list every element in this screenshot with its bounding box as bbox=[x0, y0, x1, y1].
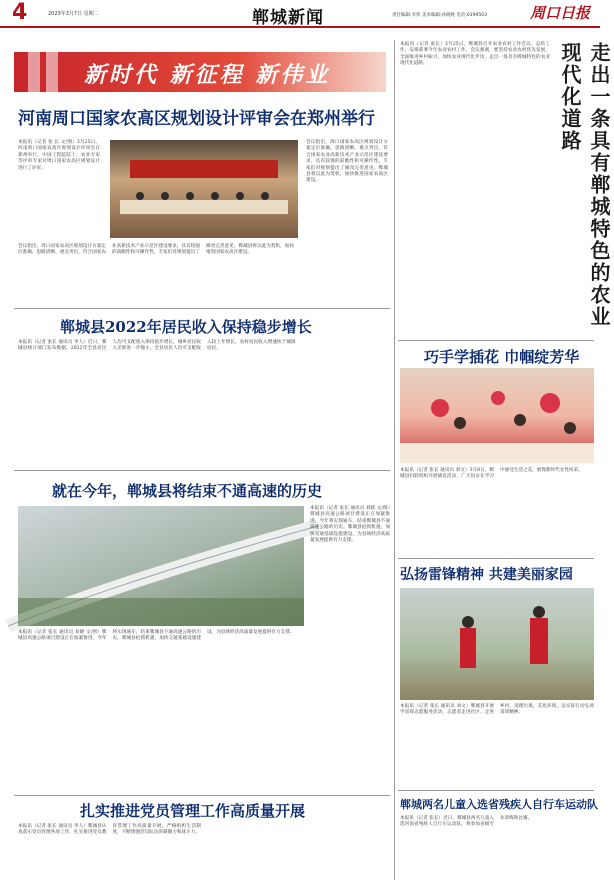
article-title: 弘扬雷锋精神 共建美丽家园 bbox=[400, 567, 573, 583]
issue-date: 2023年3月7日 星期二 bbox=[48, 11, 99, 17]
article-title-vertical: 走出一条具有郸城特色的农业现代化道路 bbox=[558, 42, 611, 328]
article-title: 郸城县2022年居民收入保持稳步增长 bbox=[60, 318, 312, 336]
editor-credits: 责任编辑:李伟 美术编辑:孙晓秋 电话:6199503 bbox=[392, 13, 487, 18]
divider bbox=[14, 308, 390, 309]
article-title: 巧手学插花 巾帼绽芳华 bbox=[424, 348, 580, 366]
newspaper-logo: 周口日报 bbox=[529, 4, 590, 22]
volunteer-photo-graphic bbox=[400, 588, 594, 700]
article-body: 本报讯（记者 张长）近日，郸城县两名儿童入选河南省残疾人自行车运动队，将参加省级专业训练和比赛。 bbox=[400, 816, 533, 828]
article-body: 本报讯（记者 张长 通讯员 刘文）郸城县开展学雷锋志愿服务活动，志愿者走进社区、走进乡村，清理垃圾，美化环境，以实际行动弘扬雷锋精神。 bbox=[400, 704, 594, 716]
banner-decoration bbox=[46, 52, 58, 92]
divider bbox=[398, 558, 594, 559]
flower-photo-graphic bbox=[400, 368, 594, 463]
highway-graphic bbox=[18, 506, 304, 626]
divider bbox=[398, 340, 594, 341]
banner-decoration bbox=[28, 52, 40, 92]
article-body: 会议指出，周口国家农高区规划设计方案定位准确、思路清晰、重点突出，符合国家农业高新技术产业示范区建设要求，具有较强的前瞻性和可操作性。专家们对规划提出了修改完善意见。郸城县将以此为契机，加快推进国家农高区建设。 bbox=[18, 244, 294, 256]
article-title: 郸城两名儿童入选省残疾人自行车运动队 bbox=[400, 798, 598, 811]
theme-banner bbox=[14, 52, 386, 92]
meeting-photo bbox=[110, 140, 298, 238]
article-body: 会议指出，周口国家农高区规划设计方案定位准确、思路清晰、重点突出，符合国家农业高新技术产业示范区建设要求，具有较强的前瞻性和可操作性。专家们对规划提出了修改完善意见。郸城县将以此为契机，加快推进国家农高区建设。 bbox=[306, 140, 388, 184]
article-body: 本报讯（记者 张长 通讯员 李人）近日，郸城县统计部门发布数据，2022年全县居民人均可支配收入保持稳步增长，城乡居民收入差距进一步缩小。全县居民人均可支配收入较上年增长，农村居民收入增速快于城镇居民。 bbox=[18, 340, 296, 352]
banner-text: 新时代 新征程 新伟业 bbox=[84, 62, 331, 88]
column-divider bbox=[394, 40, 395, 880]
divider bbox=[14, 795, 390, 796]
meeting-photo-graphic bbox=[110, 140, 298, 238]
article-lead: 本报讯（记者 张 长 文/图）3月25日，河南周口国家农高区规划设计评审会在郑州举行。中国工程院院士、农业专家等评审专家对周口国家农高区规划设计进行了评审。 bbox=[18, 140, 100, 171]
section-title: 郸城新闻 bbox=[252, 8, 324, 28]
divider bbox=[14, 470, 390, 471]
volunteer-photo bbox=[400, 588, 594, 700]
article-body: 本报讯（记者 张长 通讯员 刘晓 文/图）郸城县高速公路项目建设正在加紧推进，今年将实现通车，结束郸城县不通高速公路的历史。郸城县抢抓机遇，加快交通基础设施建设，为县域经济高质量发展提供有力支撑。 bbox=[310, 506, 390, 544]
article-body: 本报讯（记者 张长）3月25日，郸城县召开农业农村工作会议，总结工作，安排部署今年农业农村工作。会议强调，要坚持农业农村优先发展，全面推进乡村振兴，加快农业现代化步伐，走出一条具有郸城特色的农业现代化道路。 bbox=[400, 42, 550, 67]
page-header bbox=[0, 0, 600, 28]
article-body: 本报讯（记者 张长 通讯员 刘文）3月8日，郸城县妇联组织开展插花活动，广大妇女在学习中感受生活之美，展现新时代女性风采。 bbox=[400, 468, 583, 480]
divider bbox=[398, 790, 594, 791]
article-title: 河南周口国家农高区规划设计评审会在郑州举行 bbox=[18, 109, 375, 129]
page-number: 4 bbox=[12, 0, 28, 25]
flower-arranging-photo bbox=[400, 368, 594, 463]
article-body: 本报讯（记者 张长 通讯员 李人）郸城县认真落实党员管理各项工作，扎实推进党员教育管理工作高质量开展，严格组织生活制度，不断增强党员队伍的凝聚力和战斗力。 bbox=[18, 824, 201, 836]
highway-photo bbox=[18, 506, 304, 626]
article-title: 扎实推进党员管理工作高质量开展 bbox=[80, 802, 306, 820]
article-body: 本报讯（记者 张长 通讯员 刘晓 文/图）郸城县高速公路项目建设正在加紧推进，今年将实现通车，结束郸城县不通高速公路的历史。郸城县抢抓机遇，加快交通基础设施建设，为县域经济高质量发展提供有力支撑。 bbox=[18, 630, 295, 642]
article-title: 就在今年，郸城县将结束不通高速的历史 bbox=[52, 482, 323, 500]
